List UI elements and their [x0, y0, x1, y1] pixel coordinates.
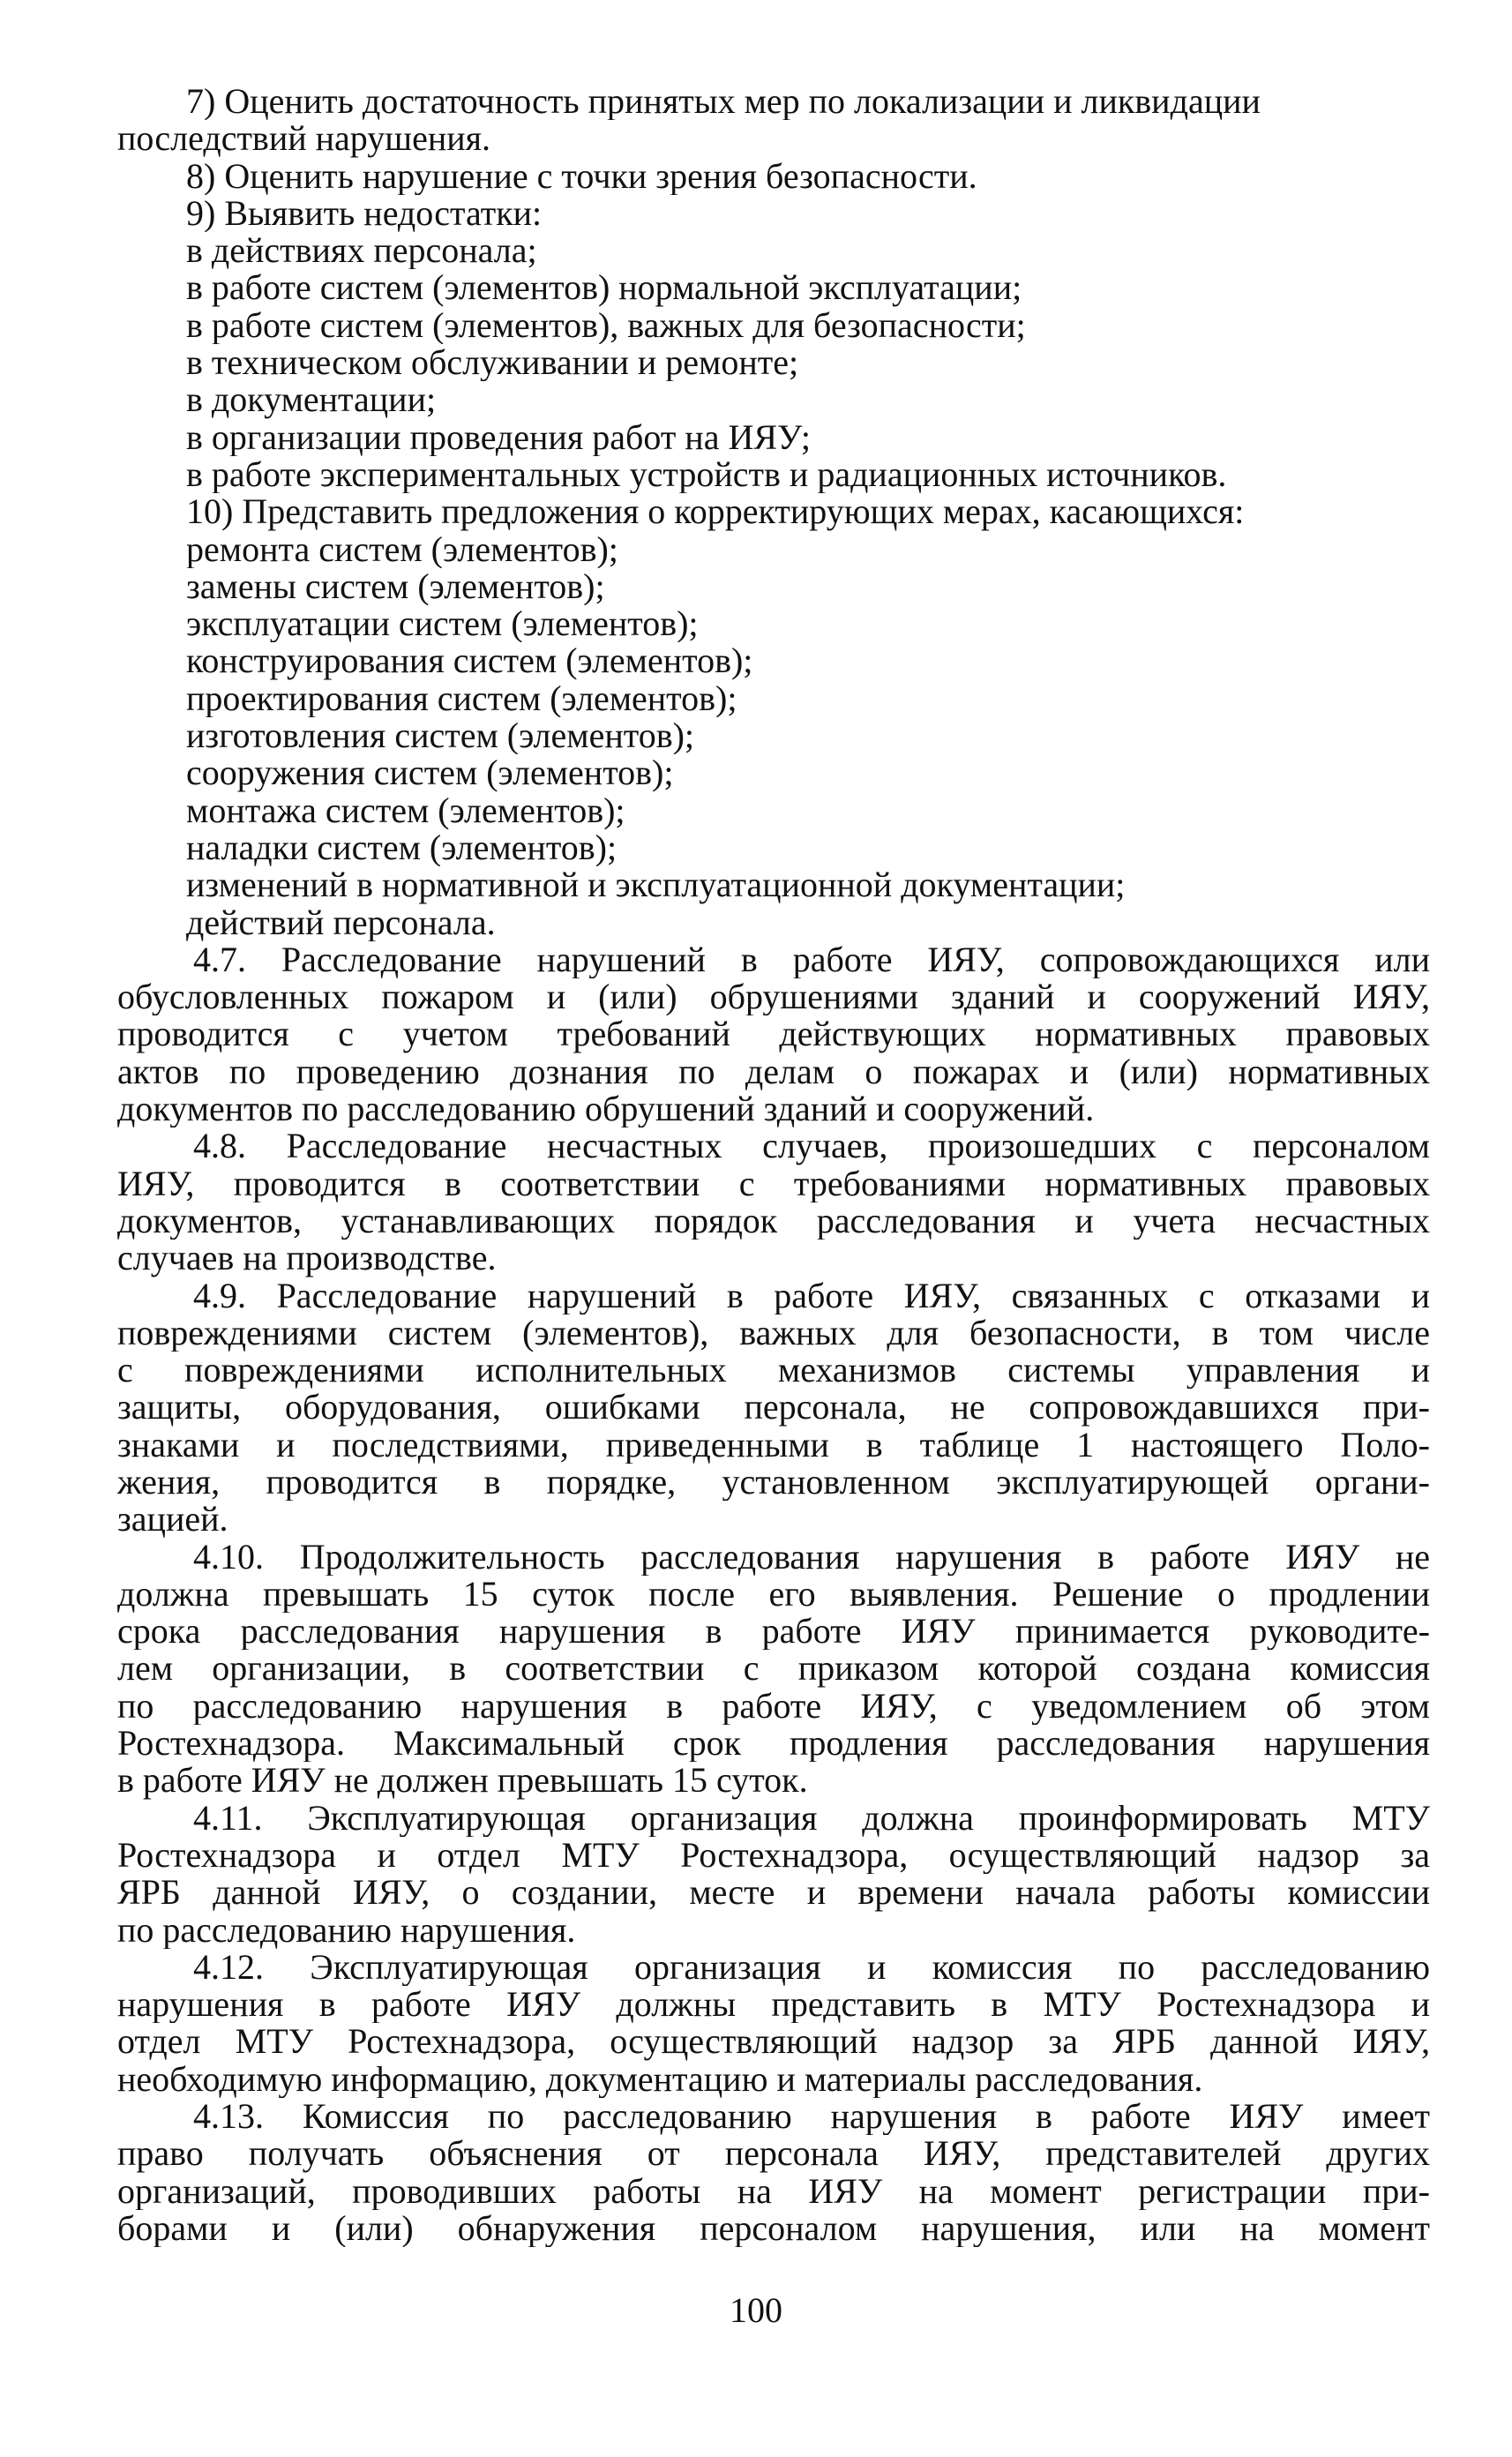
paragraph-4-9-line: с повреждениями исполнительных механизмов системы управления и	[117, 1352, 1430, 1390]
document-page	[117, 83, 1430, 2247]
paragraph-4-7-line: 4.7. Расследование нарушений в работе ИЯУ, сопровождающихся или	[193, 940, 1430, 979]
text-line: последствий нарушения.	[117, 120, 491, 158]
list-subitem: эксплуатации систем (элементов);	[186, 605, 699, 643]
paragraph-4-9-line: повреждениями систем (элементов), важных для безопасности, в том числе	[117, 1314, 1430, 1352]
paragraph-4-13-line: организаций, проводивших работы на ИЯУ на момент регистрации при-	[117, 2172, 1430, 2210]
list-subitem: ремонта систем (элементов);	[186, 530, 618, 568]
paragraph-4-10-line: по расследованию нарушения в работе ИЯУ, с уведомлением об этом	[117, 1687, 1430, 1726]
list-subitem: конструирования систем (элементов);	[186, 642, 753, 680]
paragraph-4-12-line: необходимую информацию, документацию и материалы расследования.	[117, 2060, 1203, 2099]
list-subitem: в действиях персонала;	[186, 232, 537, 270]
paragraph-4-10-line: должна превышать 15 суток после его выявления. Решение о продлении	[117, 1575, 1430, 1614]
paragraph-4-13-line: право получать объяснения от персонала ИЯУ, представителей других	[117, 2135, 1430, 2173]
list-item: 7) Оценить достаточность принятых мер по локализации и ликвидации	[186, 83, 1261, 121]
paragraph-4-11-line: по расследованию нарушения.	[117, 1911, 576, 1949]
list-subitem: в техническом обслуживании и ремонте;	[186, 344, 799, 382]
paragraph-4-10-line: Ростехнадзора. Максимальный срок продления расследования нарушения	[117, 1725, 1430, 1763]
paragraph-4-11-line: ЯРБ данной ИЯУ, о создании, месте и времени начала работы комиссии	[117, 1874, 1430, 1912]
list-subitem: сооружения систем (элементов);	[186, 754, 674, 792]
list-subitem: в работе систем (элементов), важных для безопасности;	[186, 306, 1026, 345]
list-subitem: в организации проведения работ на ИЯУ;	[186, 418, 811, 456]
list-item: 8) Оценить нарушение с точки зрения безопасности.	[186, 157, 977, 195]
paragraph-4-9-line: знаками и последствиями, приведенными в таблице 1 настоящего Поло-	[117, 1426, 1430, 1464]
list-subitem: действий персонала.	[186, 903, 496, 941]
paragraph-4-7-line: документов по расследованию обрушений зданий и сооружений.	[117, 1090, 1095, 1128]
paragraph-4-9-line: защиты, оборудования, ошибками персонала, не сопровождавшихся при-	[117, 1389, 1430, 1427]
list-subitem: монтажа систем (элементов);	[186, 791, 625, 829]
list-subitem: замены систем (элементов);	[186, 567, 605, 606]
paragraph-4-9-line: 4.9. Расследование нарушений в работе ИЯУ, связанных с отказами и	[193, 1277, 1430, 1315]
paragraph-4-8-line: документов, устанавливающих порядок расследования и учета несчастных	[117, 1202, 1430, 1240]
list-subitem: в работе экспериментальных устройств и радиационных источников.	[186, 455, 1227, 494]
list-item: 10) Представить предложения о корректирующих мерах, касающихся:	[186, 493, 1245, 531]
list-subitem: в работе систем (элементов) нормальной эксплуатации;	[186, 269, 1022, 307]
paragraph-4-9-line: зацией.	[117, 1501, 228, 1539]
paragraph-4-7-line: проводится с учетом требований действующих нормативных правовых	[117, 1015, 1430, 1053]
list-subitem: проектирования систем (элементов);	[186, 679, 737, 718]
paragraph-4-12-line: 4.12. Эксплуатирующая организация и комиссия по расследованию	[193, 1948, 1430, 1987]
paragraph-4-7-line: обусловленных пожаром и (или) обрушениями зданий и сооружений ИЯУ,	[117, 978, 1430, 1016]
paragraph-4-10-line: лем организации, в соответствии с приказом которой создана комиссия	[117, 1650, 1430, 1688]
paragraph-4-10-line: 4.10. Продолжительность расследования нарушения в работе ИЯУ не	[193, 1538, 1430, 1576]
paragraph-4-12-line: нарушения в работе ИЯУ должны представить в МТУ Ростехнадзора и	[117, 1986, 1430, 2024]
paragraph-4-8-line: 4.8. Расследование несчастных случаев, произошедших с персоналом	[193, 1127, 1430, 1165]
paragraph-4-9-line: жения, проводится в порядке, установленном эксплуатирующей органи-	[117, 1463, 1430, 1502]
paragraph-4-13-line: борами и (или) обнаружения персоналом нарушения, или на момент	[117, 2209, 1430, 2248]
paragraph-4-8-line: случаев на производстве.	[117, 1240, 497, 1277]
paragraph-4-11-line: 4.11. Эксплуатирующая организация должна проинформировать МТУ	[193, 1799, 1430, 1837]
list-subitem: изменений в нормативной и эксплуатационной документации;	[186, 866, 1126, 904]
list-subitem: наладки систем (элементов);	[186, 828, 618, 867]
list-subitem: в документации;	[186, 381, 437, 419]
paragraph-4-12-line: отдел МТУ Ростехнадзора, осуществляющий надзор за ЯРБ данной ИЯУ,	[117, 2023, 1430, 2061]
list-subitem: изготовления систем (элементов);	[186, 717, 695, 755]
list-item: 9) Выявить недостатки:	[186, 194, 543, 233]
paragraph-4-11-line: Ростехнадзора и отдел МТУ Ростехнадзора, осуществляющий надзор за	[117, 1836, 1430, 1875]
paragraph-4-10-line: срока расследования нарушения в работе ИЯУ принимается руководите-	[117, 1613, 1430, 1651]
paragraph-4-7-line: актов по проведению дознания по делам о пожарах и (или) нормативных	[117, 1052, 1430, 1091]
paragraph-4-13-line: 4.13. Комиссия по расследованию нарушения в работе ИЯУ имеет	[193, 2098, 1430, 2136]
paragraph-4-10-line: в работе ИЯУ не должен превышать 15 суток.	[117, 1762, 808, 1800]
paragraph-4-8-line: ИЯУ, проводится в соответствии с требованиями нормативных правовых	[117, 1165, 1430, 1202]
page-number: 100	[730, 2290, 782, 2330]
